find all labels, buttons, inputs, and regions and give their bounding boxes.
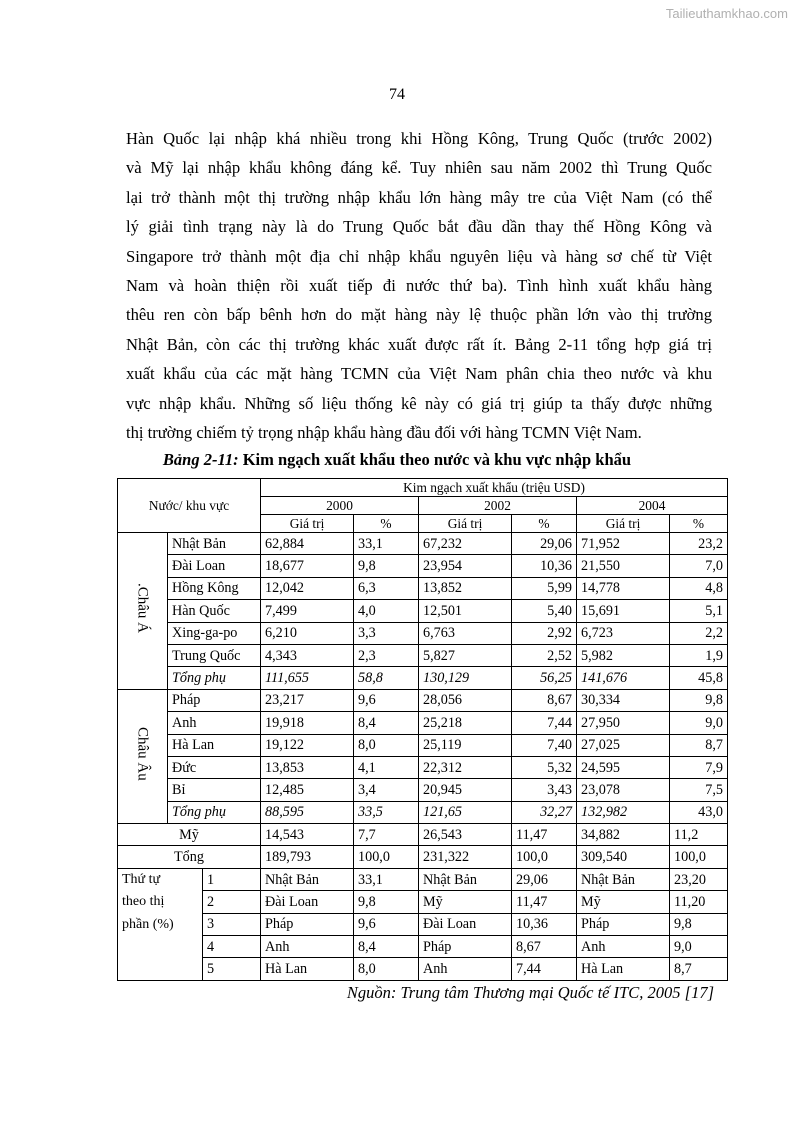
cell: 24,595	[577, 756, 670, 778]
cell: 34,882	[577, 824, 670, 846]
header-year: 2002	[419, 497, 577, 515]
total-label: Tổng	[118, 846, 261, 868]
cell: 4,1	[354, 756, 419, 778]
paragraph-line: Nhật Bản, còn các thị trường khác xuất được rất ít. Bảng 2-11 tổng hợp giá trị	[126, 334, 712, 354]
cell: 189,793	[261, 846, 354, 868]
cell: Mỹ	[577, 891, 670, 913]
cell: 8,7	[670, 734, 728, 756]
cell: 71,952	[577, 533, 670, 555]
cell: 11,47	[512, 824, 577, 846]
header-value: Giá trị	[577, 515, 670, 533]
cell: 2,3	[354, 644, 419, 666]
cell: 9,6	[354, 689, 419, 711]
cell: 7,44	[512, 712, 577, 734]
table-caption	[0, 450, 794, 470]
cell: 5,40	[512, 600, 577, 622]
cell: 3,43	[512, 779, 577, 801]
country-name: Hàn Quốc	[168, 600, 261, 622]
region-europe-label	[118, 689, 168, 823]
paragraph-line: vực nhập khẩu. Những số liệu thống kê này có giá trị giúp ta thấy được những	[126, 393, 712, 413]
caption-title: Kim ngạch xuất khẩu theo nước và khu vực nhập khẩu	[242, 450, 632, 469]
watermark: Tailieuthamkhao.com	[665, 6, 788, 21]
table-row	[118, 600, 728, 622]
cell: 7,5	[670, 779, 728, 801]
cell: 7,7	[354, 824, 419, 846]
cell: 18,677	[261, 555, 354, 577]
cell: 15,691	[577, 600, 670, 622]
cell: 19,918	[261, 712, 354, 734]
rank-number: 2	[203, 891, 261, 913]
cell: Đài Loan	[261, 891, 354, 913]
cell: 33,1	[354, 868, 419, 890]
cell: Anh	[419, 958, 512, 980]
paragraph-line: Hàn Quốc lại nhập khá nhiều trong khi Hồng Kông, Trung Quốc (trước 2002)	[126, 129, 712, 148]
subtotal-row	[118, 801, 728, 823]
paragraph-line: thị trường chiếm tỷ trọng nhập khẩu hàng đầu đối với hàng TCMN Việt Nam.	[126, 423, 642, 443]
cell: 45,8	[670, 667, 728, 689]
cell: 9,0	[670, 712, 728, 734]
paragraph-line: thêu ren còn bấp bênh hơn do mặt hàng này lệ thuộc phần lớn vào thị trường	[126, 305, 712, 325]
cell: Anh	[261, 936, 354, 958]
cell: 43,0	[670, 801, 728, 823]
cell: 8,0	[354, 958, 419, 980]
cell: 7,40	[512, 734, 577, 756]
cell: 7,499	[261, 600, 354, 622]
cell: 4,343	[261, 644, 354, 666]
cell: 9,8	[354, 891, 419, 913]
rank-row	[118, 891, 728, 913]
cell: 6,3	[354, 577, 419, 599]
subtotal-row	[118, 667, 728, 689]
subtotal-label: Tổng phụ	[168, 801, 261, 823]
cell: 3,3	[354, 622, 419, 644]
table-row	[118, 712, 728, 734]
cell: 25,218	[419, 712, 512, 734]
country-name: Đài Loan	[168, 555, 261, 577]
region-label-text: Châu Âu	[134, 727, 151, 781]
cell: 12,485	[261, 779, 354, 801]
cell: 13,853	[261, 756, 354, 778]
cell: Mỹ	[419, 891, 512, 913]
cell: 1,9	[670, 644, 728, 666]
country-name: Anh	[168, 712, 261, 734]
cell: 23,217	[261, 689, 354, 711]
cell: 9,0	[670, 936, 728, 958]
cell: 132,982	[577, 801, 670, 823]
cell: 56,25	[512, 667, 577, 689]
ranking-label-line: phần (%)	[122, 916, 174, 932]
cell: 141,676	[577, 667, 670, 689]
country-name: Trung Quốc	[168, 644, 261, 666]
table-row	[118, 779, 728, 801]
cell: 5,827	[419, 644, 512, 666]
country-name: Xing-ga-po	[168, 622, 261, 644]
cell: 58,8	[354, 667, 419, 689]
cell: 21,550	[577, 555, 670, 577]
table-row	[118, 734, 728, 756]
country-name: Hồng Kông	[168, 577, 261, 599]
body-paragraph	[126, 124, 712, 447]
cell: 19,122	[261, 734, 354, 756]
cell: 29,06	[512, 533, 577, 555]
export-table	[117, 478, 728, 981]
cell: 29,06	[512, 868, 577, 890]
source-note: Nguồn: Trung tâm Thương mại Quốc tế ITC, 2005 [17]	[346, 983, 714, 1002]
cell: 3,4	[354, 779, 419, 801]
total-row	[118, 846, 728, 868]
table-row	[118, 555, 728, 577]
ranking-label-line: Thứ tự	[122, 871, 161, 887]
cell: 33,1	[354, 533, 419, 555]
cell: 100,0	[512, 846, 577, 868]
cell: 28,056	[419, 689, 512, 711]
cell: 62,884	[261, 533, 354, 555]
region-label-text: .Châu Á	[134, 583, 151, 634]
paragraph-line: xuất khẩu của các mặt hàng TCMN của Việt Nam phân chia theo nước và khu	[126, 364, 712, 384]
cell: 9,8	[670, 689, 728, 711]
cell: 11,47	[512, 891, 577, 913]
rank-row	[118, 958, 728, 980]
rank-number: 5	[203, 958, 261, 980]
cell: 27,025	[577, 734, 670, 756]
rank-number: 3	[203, 913, 261, 935]
cell: 23,954	[419, 555, 512, 577]
cell: 5,1	[670, 600, 728, 622]
country-name: Hà Lan	[168, 734, 261, 756]
cell: 12,042	[261, 577, 354, 599]
cell: 23,2	[670, 533, 728, 555]
ranking-label-line: theo thị	[122, 894, 165, 910]
cell: Đài Loan	[419, 913, 512, 935]
cell: 11,20	[670, 891, 728, 913]
cell: Nhật Bản	[419, 868, 512, 890]
header-value: Giá trị	[419, 515, 512, 533]
cell: 9,6	[354, 913, 419, 935]
table-row	[118, 533, 728, 555]
header-year: 2000	[261, 497, 419, 515]
cell: 67,232	[419, 533, 512, 555]
header-year: 2004	[577, 497, 728, 515]
country-name: Đức	[168, 756, 261, 778]
cell: 2,92	[512, 622, 577, 644]
ranking-label	[118, 868, 203, 980]
cell: 2,52	[512, 644, 577, 666]
cell: Nhật Bản	[261, 868, 354, 890]
table-row	[118, 824, 728, 846]
cell: 7,44	[512, 958, 577, 980]
cell: 12,501	[419, 600, 512, 622]
table-row	[118, 622, 728, 644]
paragraph-line: và Mỹ lại nhập khẩu không đáng kể. Tuy nhiên sau năm 2002 thì Trung Quốc	[126, 158, 712, 178]
table-row	[118, 644, 728, 666]
cell: 8,4	[354, 936, 419, 958]
caption-label: Bảng 2-11:	[162, 450, 239, 469]
cell: 121,65	[419, 801, 512, 823]
cell: 8,67	[512, 936, 577, 958]
cell: 10,36	[512, 913, 577, 935]
cell: 22,312	[419, 756, 512, 778]
cell: 8,4	[354, 712, 419, 734]
cell: 23,20	[670, 868, 728, 890]
cell: 27,950	[577, 712, 670, 734]
cell: 130,129	[419, 667, 512, 689]
paragraph-line: lý giải tình trạng này là do Trung Quốc bắt đầu dần thay thế Hồng Kông và	[126, 217, 712, 237]
cell: 111,655	[261, 667, 354, 689]
table-row	[118, 689, 728, 711]
cell: Pháp	[261, 913, 354, 935]
cell: 100,0	[354, 846, 419, 868]
cell: 11,2	[670, 824, 728, 846]
cell: 8,67	[512, 689, 577, 711]
cell: 14,543	[261, 824, 354, 846]
rank-row	[118, 913, 728, 935]
rank-row	[118, 868, 728, 890]
header-country: Nước/ khu vực	[118, 479, 261, 533]
cell: 32,27	[512, 801, 577, 823]
header-main: Kim ngạch xuất khẩu (triệu USD)	[261, 479, 728, 497]
rank-row	[118, 936, 728, 958]
cell: 30,334	[577, 689, 670, 711]
cell: 23,078	[577, 779, 670, 801]
cell: 9,8	[670, 913, 728, 935]
cell: Nhật Bản	[577, 868, 670, 890]
country-name: Pháp	[168, 689, 261, 711]
region-asia-label	[118, 533, 168, 690]
cell: 33,5	[354, 801, 419, 823]
cell: 6,210	[261, 622, 354, 644]
cell: 20,945	[419, 779, 512, 801]
rank-number: 4	[203, 936, 261, 958]
country-name: Bỉ	[168, 779, 261, 801]
cell: 2,2	[670, 622, 728, 644]
cell: 5,99	[512, 577, 577, 599]
cell: 13,852	[419, 577, 512, 599]
cell: 5,982	[577, 644, 670, 666]
cell: 6,763	[419, 622, 512, 644]
paragraph-line: Nam và hoàn thiện rồi xuất tiếp đi nước thứ ba). Tình hình xuất khẩu hàng	[126, 276, 712, 296]
subtotal-label: Tổng phụ	[168, 667, 261, 689]
cell: 25,119	[419, 734, 512, 756]
cell: 88,595	[261, 801, 354, 823]
cell: 10,36	[512, 555, 577, 577]
cell: Hà Lan	[577, 958, 670, 980]
cell: 4,8	[670, 577, 728, 599]
cell: 26,543	[419, 824, 512, 846]
paragraph-line: lại trở thành một thị trường nhập khẩu lớn hàng mây tre của Việt Nam (có thể	[126, 187, 712, 207]
cell: 7,9	[670, 756, 728, 778]
cell: 4,0	[354, 600, 419, 622]
paragraph-line: Singapore trở thành một địa chỉ nhập khẩu nguyên liệu và hàng sơ chế từ Việt	[126, 246, 712, 266]
cell: 6,723	[577, 622, 670, 644]
cell: 9,8	[354, 555, 419, 577]
rank-number: 1	[203, 868, 261, 890]
table-row	[118, 756, 728, 778]
country-name: Nhật Bản	[168, 533, 261, 555]
page-number: 74	[389, 86, 405, 103]
cell: Anh	[577, 936, 670, 958]
cell: 8,7	[670, 958, 728, 980]
cell: 309,540	[577, 846, 670, 868]
header-value: Giá trị	[261, 515, 354, 533]
header-pct: %	[670, 515, 728, 533]
header-pct: %	[512, 515, 577, 533]
cell: 8,0	[354, 734, 419, 756]
cell: 7,0	[670, 555, 728, 577]
cell: Hà Lan	[261, 958, 354, 980]
cell: 231,322	[419, 846, 512, 868]
cell: 100,0	[670, 846, 728, 868]
cell: Pháp	[419, 936, 512, 958]
cell: 14,778	[577, 577, 670, 599]
header-pct: %	[354, 515, 419, 533]
cell: 5,32	[512, 756, 577, 778]
country-name: Mỹ	[118, 824, 261, 846]
cell: Pháp	[577, 913, 670, 935]
table-row	[118, 577, 728, 599]
